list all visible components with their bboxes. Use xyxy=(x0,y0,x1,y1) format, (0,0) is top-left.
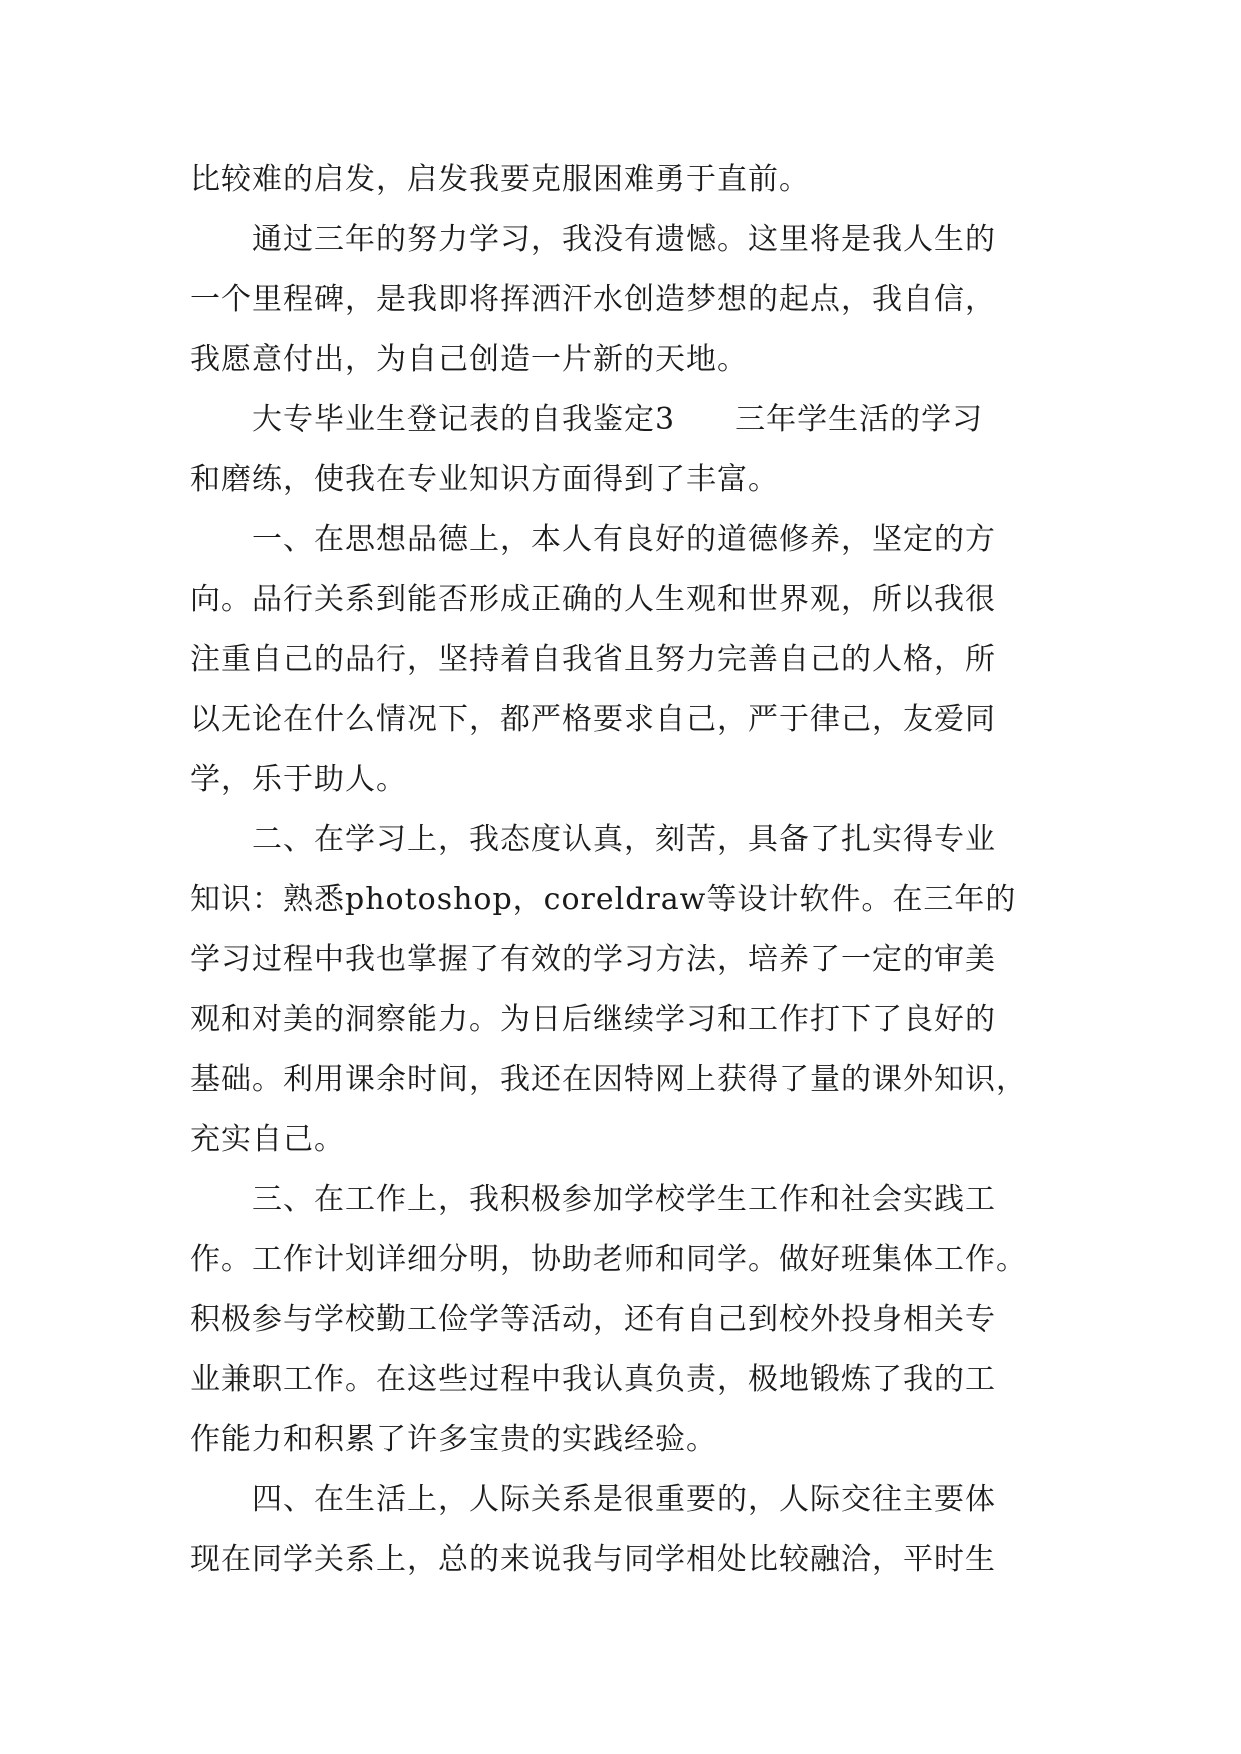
text-line: 通过三年的努力学习，我没有遗憾。这里将是我人生的 xyxy=(252,222,996,257)
text-line: 充实自己。 xyxy=(190,1122,345,1157)
text-line: 三、在工作上，我积极参加学校学生工作和社会实践工 xyxy=(252,1182,996,1217)
text-line: 和磨练，使我在专业知识方面得到了丰富。 xyxy=(190,462,779,497)
text-fragment: 三年学生活的学习 xyxy=(735,402,984,437)
text-line: 观和对美的洞察能力。为日后继续学习和工作打下了良好的 xyxy=(190,1002,996,1037)
text-line: 学习过程中我也掌握了有效的学习方法，培养了一定的审美 xyxy=(190,942,996,977)
text-line: 比较难的启发，启发我要克服困难勇于直前。 xyxy=(190,162,810,197)
text-line: 作能力和积累了许多宝贵的实践经验。 xyxy=(190,1422,717,1457)
section-heading-line xyxy=(190,390,1050,450)
text-line: 四、在生活上，人际关系是很重要的，人际交往主要体 xyxy=(252,1482,996,1517)
text-line: 基础。利用课余时间，我还在因特网上获得了量的课外知识， xyxy=(190,1062,1027,1097)
text-line: 作。工作计划详细分明，协助老师和同学。做好班集体工作。 xyxy=(190,1242,1027,1277)
text-line: 以无论在什么情况下，都严格要求自己，严于律己，友爱同 xyxy=(190,702,996,737)
text-line: 学，乐于助人。 xyxy=(190,762,407,797)
section-heading: 大专毕业生登记表的自我鉴定3 xyxy=(252,402,676,437)
text-line: 业兼职工作。在这些过程中我认真负责，极地锻炼了我的工 xyxy=(190,1362,996,1397)
text-line: 一、在思想品德上，本人有良好的道德修养，坚定的方 xyxy=(252,522,996,557)
text-line: 知识：熟悉photoshop，coreldraw等设计软件。在三年的 xyxy=(190,882,1017,917)
text-line: 一个里程碑，是我即将挥洒汗水创造梦想的起点，我自信， xyxy=(190,282,996,317)
text-line: 注重自己的品行，坚持着自我省且努力完善自己的人格，所 xyxy=(190,642,996,677)
text-line: 二、在学习上，我态度认真，刻苦，具备了扎实得专业 xyxy=(252,822,996,857)
text-line: 现在同学关系上，总的来说我与同学相处比较融洽，平时生 xyxy=(190,1542,996,1577)
text-line: 我愿意付出，为自己创造一片新的天地。 xyxy=(190,342,748,377)
document-body xyxy=(190,150,1050,1590)
text-line: 积极参与学校勤工俭学等活动，还有自己到校外投身相关专 xyxy=(190,1302,996,1337)
text-line: 向。品行关系到能否形成正确的人生观和世界观，所以我很 xyxy=(190,582,996,617)
